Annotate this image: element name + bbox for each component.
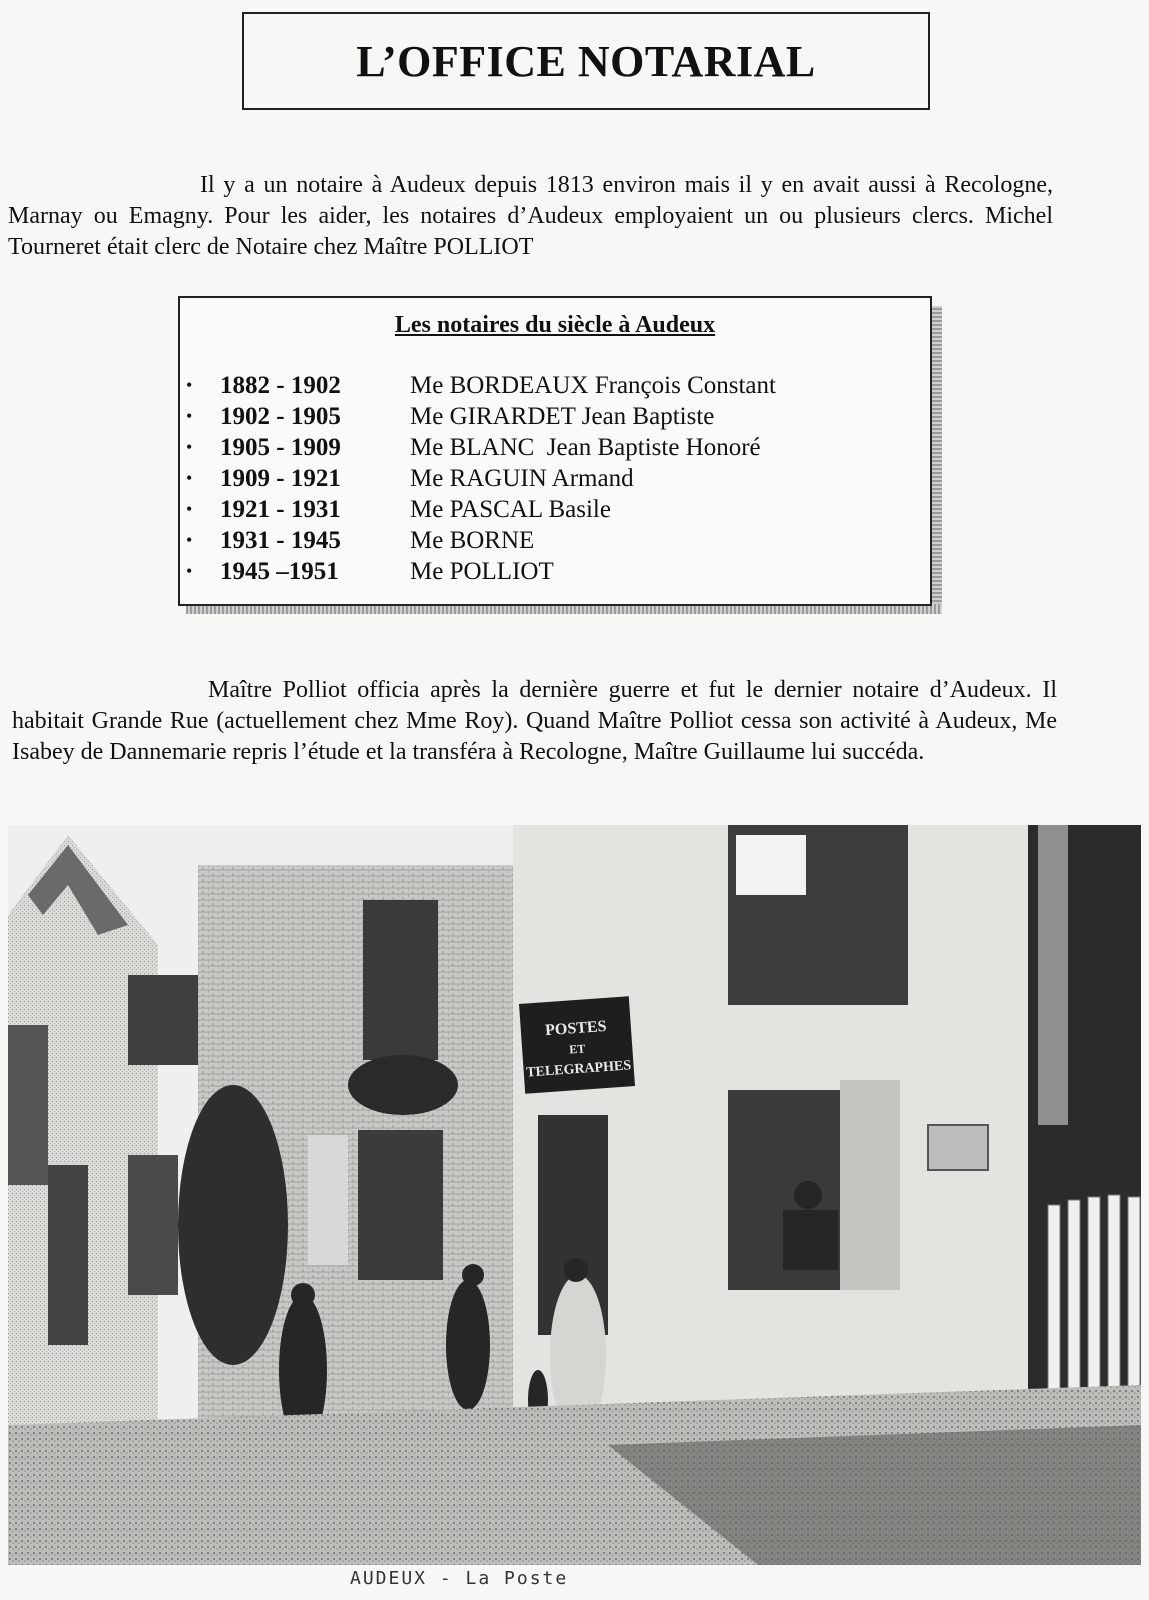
intro-paragraph-text: Il y a un notaire à Audeux depuis 1813 environ mais il y en avait aussi à Recologne, Marnay ou Emagny. Pour les aider, les notaires d’Audeux employaient un ou plusieurs clercs. Michel Tourneret était clerc de Notaire chez Maître POLLIOT: [8, 172, 1053, 260]
bullet-icon: •: [186, 530, 193, 550]
bullet-icon: •: [186, 406, 193, 426]
second-paragraph-text: Maître Polliot officia après la dernière guerre et fut le dernier notaire d’Audeux. Il habitait Grande Rue (actuellement chez Mme Roy). Quand Maître Polliot cessa son activité à Audeux, Me Isabey de Dannemarie repris l’étude et la transféra à Recologne, Maître Guillaume lui succéda.: [12, 677, 1057, 765]
post-office-photo: [8, 825, 1141, 1565]
bullet-icon: •: [186, 468, 193, 488]
bullet-icon: •: [186, 499, 193, 519]
notaires-list: [186, 370, 776, 587]
list-item: [186, 432, 776, 463]
notaire-years: 1905 - 1909: [220, 433, 341, 461]
notaire-name: Me BORDEAUX François Constant: [410, 371, 776, 399]
list-item: [186, 525, 776, 556]
list-item: [186, 370, 776, 401]
list-item: [186, 556, 776, 587]
notaire-name: Me RAGUIN Armand: [410, 464, 634, 492]
bullet-icon: •: [186, 437, 193, 457]
notaires-box: [178, 296, 932, 606]
page-title: L’OFFICE NOTARIAL: [356, 36, 816, 86]
notaire-years: 1882 - 1902: [220, 371, 341, 399]
notaire-years: 1921 - 1931: [220, 495, 341, 523]
notaire-name: Me PASCAL Basile: [410, 495, 611, 523]
intro-paragraph: [8, 170, 1053, 263]
notaire-years: 1945 –1951: [220, 557, 339, 585]
photo-caption: AUDEUX - La Poste: [350, 1568, 569, 1589]
list-item: [186, 463, 776, 494]
photo-illustration: [8, 825, 1141, 1565]
second-paragraph: [12, 675, 1057, 768]
notaire-name: Me BLANC Jean Baptiste Honoré: [410, 433, 761, 461]
bullet-icon: •: [186, 561, 193, 581]
notaires-heading: Les notaires du siècle à Audeux: [394, 312, 716, 338]
notaire-years: 1902 - 1905: [220, 402, 341, 430]
list-item: [186, 401, 776, 432]
notaire-name: Me POLLIOT: [410, 557, 554, 585]
sign-telegraphes: TELEGRAPHES: [525, 1058, 632, 1081]
title-box: [242, 12, 930, 110]
bullet-icon: •: [186, 375, 193, 395]
list-item: [186, 494, 776, 525]
notaire-years: 1909 - 1921: [220, 464, 341, 492]
notaire-name: Me BORNE: [410, 526, 535, 554]
sign-et: ET: [568, 1041, 586, 1057]
sign-postes: POSTES: [544, 1017, 608, 1040]
notaire-name: Me GIRARDET Jean Baptiste: [410, 402, 715, 430]
notaire-years: 1931 - 1945: [220, 526, 341, 554]
